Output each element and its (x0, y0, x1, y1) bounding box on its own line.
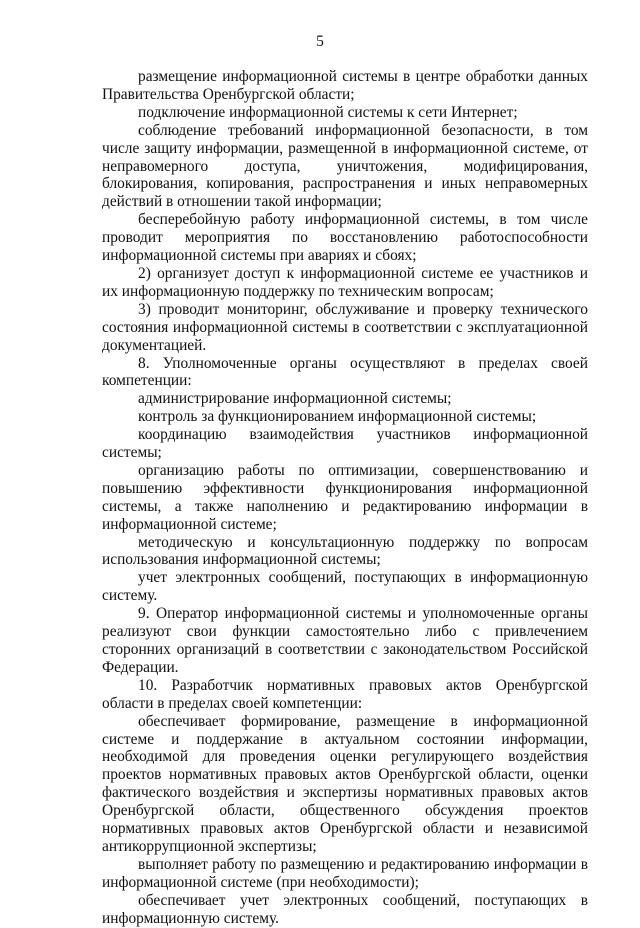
paragraph: координацию взаимодействия участников информационной системы; (102, 426, 588, 462)
paragraph: администрирование информационной системы; (138, 390, 452, 408)
paragraph: подключение информационной системы к сети Интернет; (138, 103, 518, 121)
paragraph: 2) организует доступ к информационной системе ее участников и их информационную поддержку по техническим вопросам; (102, 264, 588, 300)
paragraph: 3) проводит мониторинг, обслуживание и проверку технического состояния информационной системы в соответствии с эксплуатационной документацией. (102, 300, 588, 354)
paragraph: методическую и консультационную поддержку по вопросам использования информационной системы; (102, 533, 588, 569)
paragraph: учет электронных сообщений, поступающих в информационную систему. (102, 569, 588, 605)
section-8-heading: 8. Уполномоченные органы осуществляют в пределах своей компетенции: (102, 354, 588, 390)
paragraph: бесперебойную работу информационной системы, в том числе проводит мероприятия по восстановлению работоспособности информационной системы при авариях и сбоях; (102, 211, 588, 265)
paragraph: обеспечивает формирование, размещение в информационной системе и поддержание в актуальном состоянии информации, необходимой для проведения оценки регулирующего воздействия проектов нормативных правовых актов Оренбургской области, оценки фактического воздействия и экспертизы нормативных правовых актов Оренбургской области, общественного обсуждения проектов нормативных правовых актов Оренбургской области и независимой антикоррупционной экспертизы; (102, 712, 588, 855)
page-number: 5 (316, 33, 324, 50)
paragraph: размещение информационной системы в центре обработки данных Правительства Оренбургской области; (102, 68, 588, 103)
section-9-paragraph: 9. Оператор информационной системы и уполномоченные органы реализуют свои функции самостоятельно либо с привлечением сторонних организаций в соответствии с законодательством Российской Федерации. (102, 605, 588, 676)
paragraph: выполняет работу по размещению и редактированию информации в информационной системе (при необходимости); (102, 855, 588, 891)
paragraph: соблюдение требований информационной безопасности, в том числе защиту информации, размещенной в информационной системе, от неправомерного доступа, уничтожения, модифицирования, блокирования, копирования, распространения и иных неправомерных действий в отношении такой информации; (102, 121, 588, 211)
section-10-heading: 10. Разработчик нормативных правовых актов Оренбургской области в пределах своей компетенции: (102, 676, 588, 712)
paragraph: контроль за функционированием информационной системы; (138, 408, 537, 426)
document-body (102, 68, 588, 928)
paragraph: организацию работы по оптимизации, совершенствованию и повышению эффективности функционирования информационной системы, а также наполнению и редактированию информации в информационной системе; (102, 461, 588, 533)
paragraph: обеспечивает учет электронных сообщений, поступающих в информационную систему. (102, 891, 588, 927)
